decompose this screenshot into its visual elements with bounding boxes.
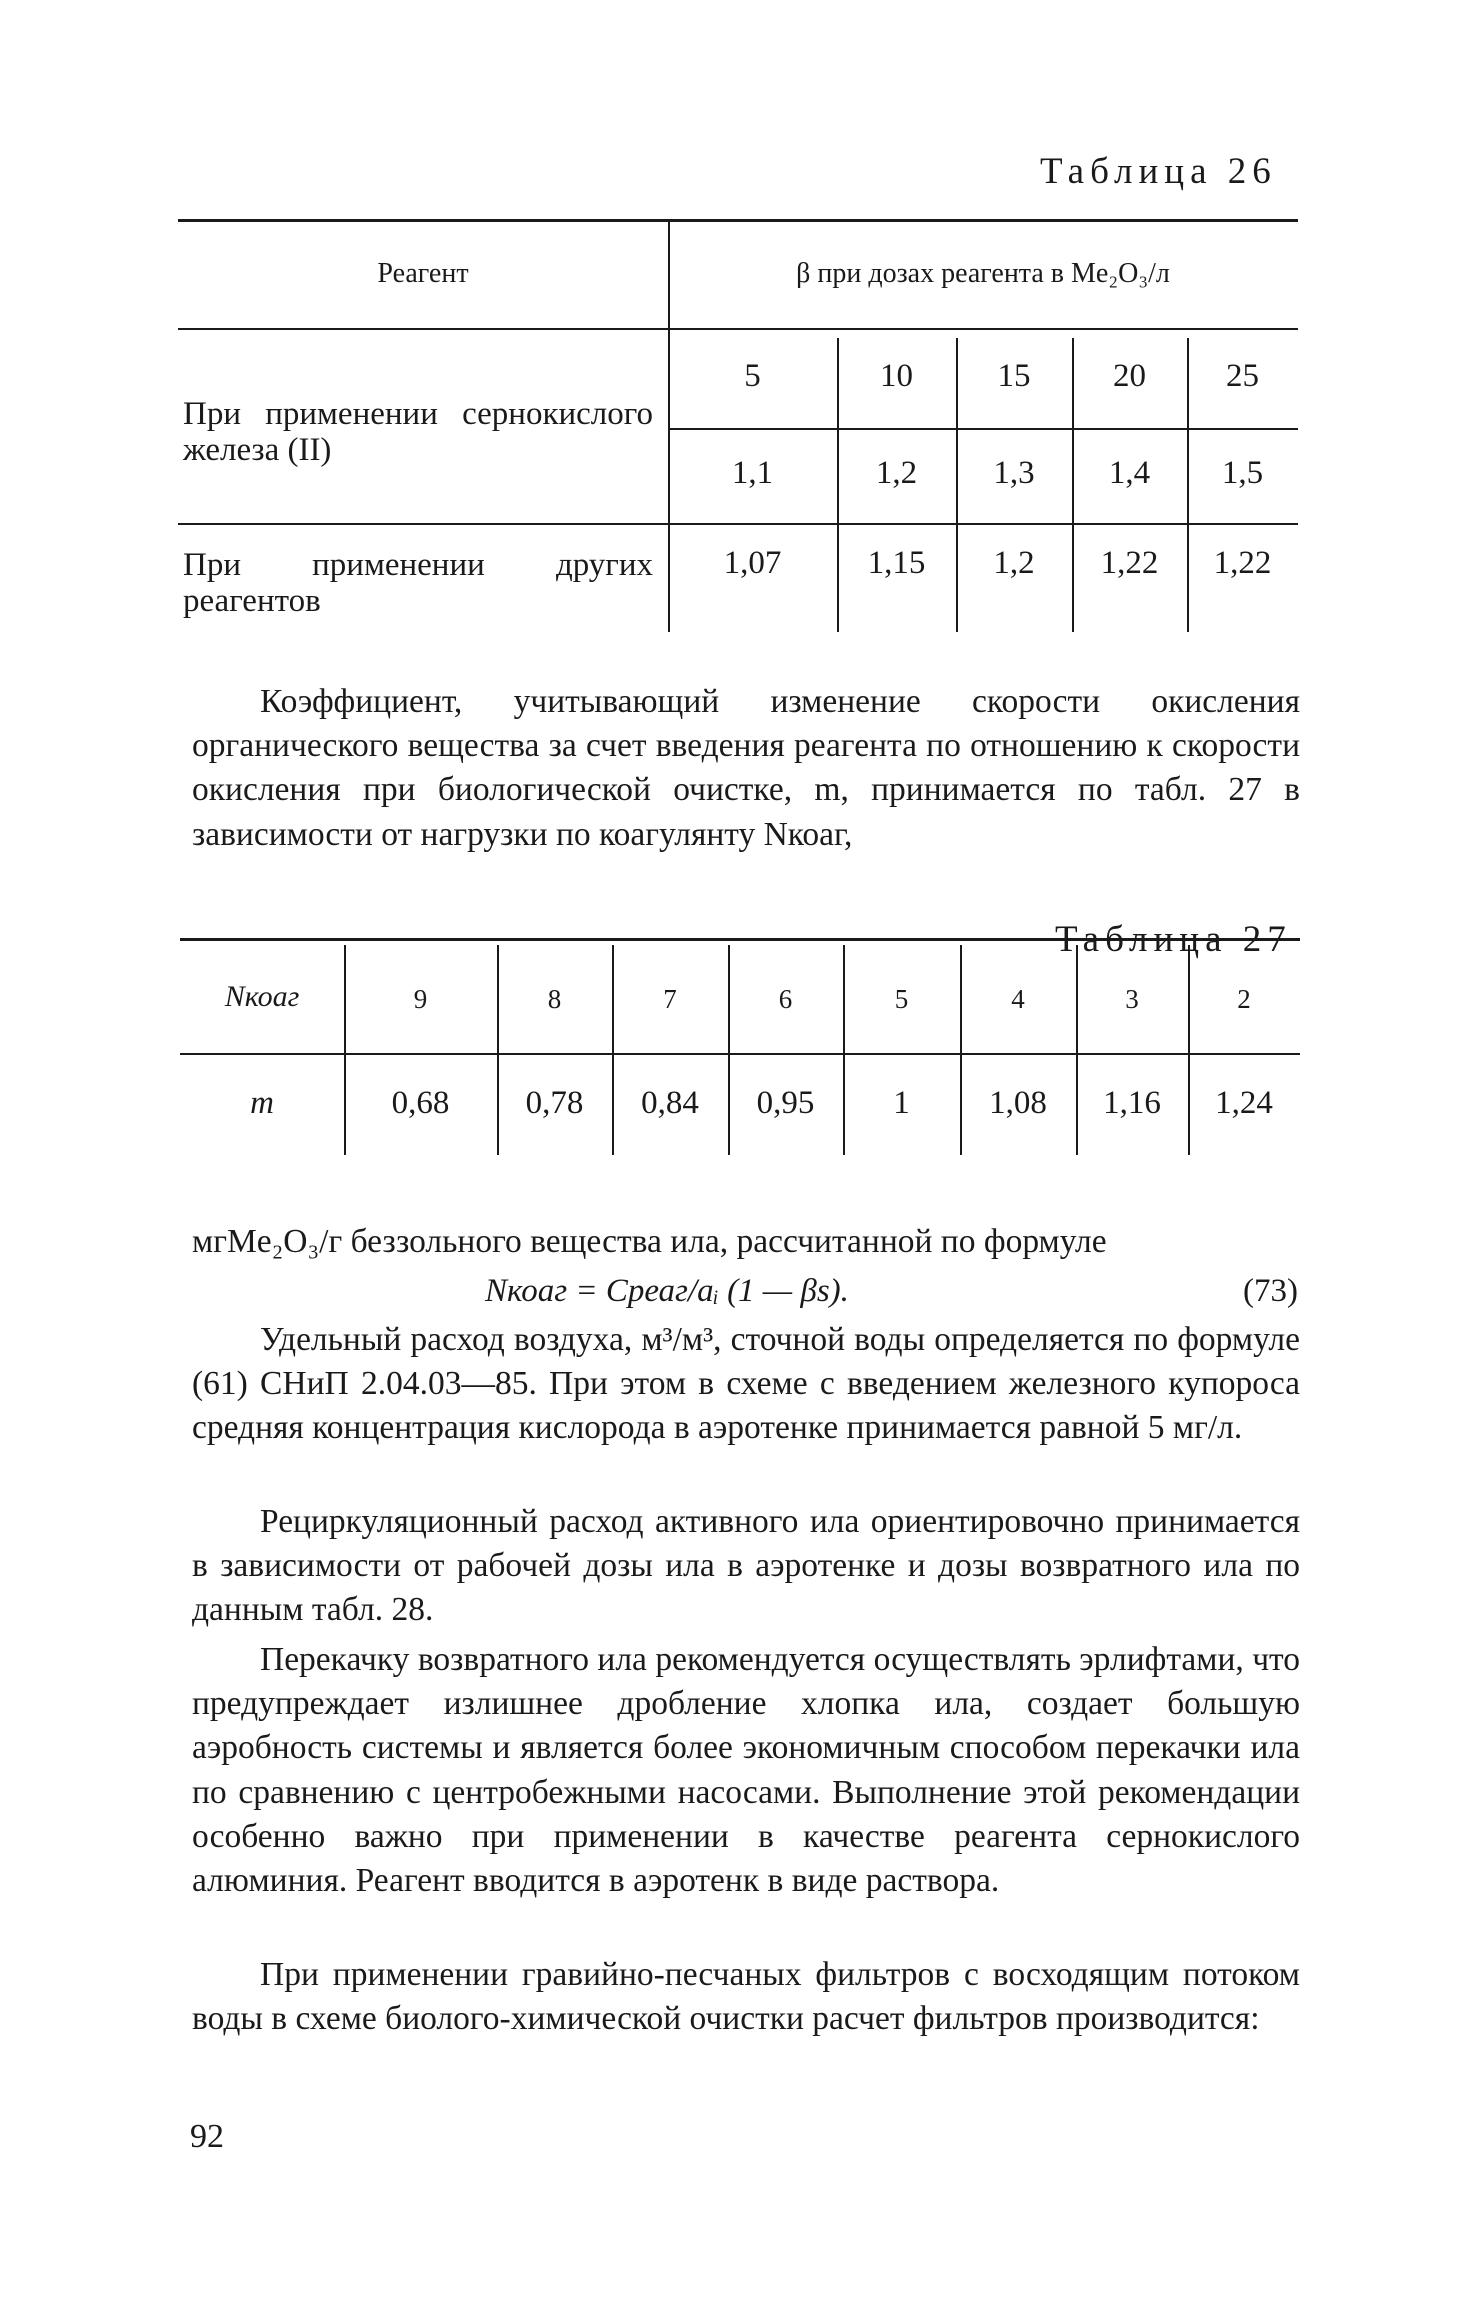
table26-dose: 25: [1226, 358, 1259, 394]
table27-m-value: 1,08: [989, 1085, 1047, 1121]
table26-row1-value: 1,5: [1221, 455, 1264, 491]
paragraph-2: мгMe₂O₃/г беззольного вещества ила, рассчитанной по формуле: [192, 1223, 1107, 1260]
table27-load-value: 6: [778, 984, 793, 1014]
table27-col-line: [1188, 945, 1190, 1155]
paragraph-5: Перекачку возвратного ила рекомендуется осуществлять эрлифтами, что предупреждает излишнее дробление хлопка ила, создает большую аэробность системы и является более экономичным способом перекачки ила по сравнению с центробежными насосами. Выполнение этой рекомендации особенно важно при применении в качестве реагента сернокислого алюминия. Реагент вводится в аэротенк в виде раствора.: [192, 1641, 1300, 1900]
paragraph-1: Коэффициент, учитывающий изменение скорости окисления органического вещества за счет введения реагента по отношению к скорости окисления при биологической очистке, m, принимается по табл. 27 в зависимости от нагрузки по коагулянту Nкоаг,: [192, 683, 1300, 853]
table26-row2-value: 1,07: [723, 545, 782, 581]
table26-top-rule: [178, 219, 1298, 222]
paragraph-3: Удельный расход воздуха, м³/м³, сточной воды определяется по формуле (61) СНиП 2.04.03—85. При этом в схеме с введением железного купороса средняя концентрация кислорода в аэротенке принимается равной 5 мг/л.: [192, 1321, 1300, 1447]
table26-dose: 20: [1113, 358, 1146, 394]
table26-row1-value: 1,4: [1108, 455, 1151, 491]
table27-load-value: 8: [547, 984, 562, 1014]
table26-row1-value: 1,3: [993, 455, 1035, 491]
table26-row1-value: 1,2: [875, 455, 918, 491]
page-number: 92: [190, 2118, 224, 2155]
table27-load-value: 4: [1011, 984, 1025, 1014]
table27-m-value: 1: [893, 1085, 910, 1121]
table27-m-value: 0,95: [756, 1085, 815, 1121]
table27-load-value: 5: [894, 984, 909, 1014]
table27-row1-label: Nкоаг: [224, 980, 300, 1013]
table27-load-value: 9: [413, 984, 428, 1014]
table27-m-value: 0,78: [525, 1085, 584, 1121]
table27-m-value: 1,24: [1215, 1085, 1273, 1121]
formula-73: Nкоаг = Cреаг/aᵢ (1 — βs).: [485, 1273, 849, 1309]
table27-col-line: [843, 945, 845, 1155]
table26-row1-value: 1,1: [731, 455, 774, 491]
paragraph-4: Рециркуляционный расход активного ила ориентировочно принимается в зависимости от рабочей дозы ила в аэротенке и дозы возвратного ила по данным табл. 28.: [192, 1503, 1300, 1629]
formula-number: (73): [1243, 1273, 1298, 1309]
table27-row-rule: [180, 1053, 1300, 1055]
table27-load-value: 2: [1237, 984, 1251, 1014]
table26-row2-value: 1,22: [1213, 545, 1272, 581]
table26-header-beta: β при дозах реагента в Me₂O₃/л: [796, 258, 1170, 289]
table27-divider: [344, 945, 346, 1155]
table26-row2-label: При применении других реагентов: [183, 547, 653, 619]
table27-col-line: [497, 945, 499, 1155]
table27-m-value: 0,68: [391, 1085, 450, 1121]
table27-top-rule: [180, 938, 1300, 941]
table27-m-value: 1,16: [1103, 1085, 1161, 1121]
table26-header-reagent: Реагент: [377, 258, 469, 289]
table26-header-rule: [178, 328, 1298, 330]
table26-row-rule: [178, 523, 1298, 525]
table26-dose: 5: [744, 358, 761, 394]
table27-load-value: 3: [1125, 984, 1139, 1014]
table26-row2-value: 1,15: [867, 545, 926, 581]
table26-dose-rule: [668, 428, 1298, 430]
table27-m-value: 0,84: [641, 1085, 699, 1121]
table26-row2-value: 1,2: [993, 545, 1035, 581]
table26-caption: Таблица 26: [1040, 151, 1277, 192]
table26-row2-value: 1,22: [1100, 545, 1159, 581]
table27-col-line: [1076, 945, 1078, 1155]
table27-col-line: [728, 945, 730, 1155]
table26-dose: 10: [880, 358, 913, 394]
table27-col-line: [612, 945, 614, 1155]
table26-dose: 15: [997, 358, 1031, 394]
table27-row2-label: m: [250, 1085, 274, 1121]
table27-load-value: 7: [663, 984, 677, 1014]
table27-caption: Таблица 27: [1055, 919, 1292, 960]
paragraph-6: При применении гравийно-песчаных фильтров с восходящим потоком воды в схеме биолого-химической очистки расчет фильтров производится:: [192, 1956, 1300, 2038]
table27-col-line: [960, 945, 962, 1155]
table26-row1-label: При применении сернокислого железа (II): [183, 396, 653, 468]
